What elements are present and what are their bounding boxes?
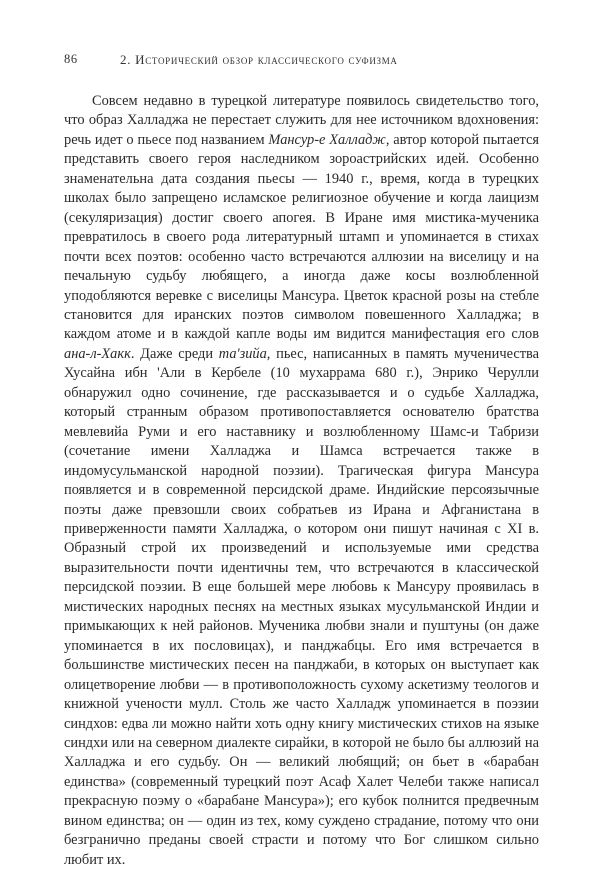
text-segment-4: пьес, написанных в память мученичества Хусайна ибн 'Али в Кербеле (10 мухаррама 680 г.), Энрико Черулли обнаружил одно сочинение, где рассказывается и о судьбе Халладжа, который странным образом противопоставляется основателю братства мевлевийа Руми и его наставнику и возлюбленному Шамс-и Табризи (сочетание имени Халладжа и Шамса встречается также в индомусульманской народной поэзии). Трагическая фигура Мансура появляется и в современной персидской драме. Индийские персоязычные поэты даже превзошли своих собратьев из Ирана и Афганистана в приверженности памяти Халладжа, о котором они пишут начиная с XI в. Образный строй их произведений и используемые ими средства выразительности почти идентичны тем, что встречаются в классической персидской поэзии. В еще большей мере любовь к Мансуру проявилась в мистических народных песнях на местных языках мусульманской Индии и примыкающих к ней районов. Мученика любви знали и пуштуны (он даже упоминается в их пословицах), и панджабцы. Его имя встречается в большинстве мистических песен на панджаби, в которых он выступает как олицетворение любви — в противоположность сухому аскетизму теологов и книжной учености мулл. Столь же часто Халладж упоминается в поэзии синдхов: едва ли можно найти хоть одну книгу мистических стихов на языке синдхи или на северном диалекте сирайки, в которой не было бы аллюзий на Халладжа и его судьбу. Он — великий любящий; он бьет в «барабан единства» (современный турецкий поэт Асаф Халет Челеби также написал прекрасную поэму о «барабане Мансура»); его кубок полнится предвечным вином единства; он — один из тех, кому суждено страдание, потому что они безгранично преданы своей страсти и потому что Бог слишком сильно любит их.: [64, 345, 539, 868]
chapter-title: 2. Исторический обзор классического суфизма: [120, 52, 398, 67]
italic-ana-l-haqq: ана-л-Хакк: [64, 345, 131, 362]
italic-play-title: Мансур-е Халладж: [268, 131, 386, 148]
italic-taziya: та'зийа,: [218, 345, 271, 362]
running-head: [64, 52, 544, 70]
body-paragraph: [64, 92, 539, 870]
text-segment-3: . Даже среди: [130, 345, 219, 362]
text-segment-1: Совсем недавно в турецкой литературе появилось свидетельство того, что образ Халладжа не перестает служить для нее источником вдохновения: речь идет о пьесе под названием: [64, 93, 539, 148]
text-segment-2: , автор которой пытается представить своего героя наследником зороастрийских идей. Особенно знаменательна дата создания пьесы — 1940 г., время, когда в турецких школах было запрещено исламское религиозное обучение и когда лаицизм (секуляризация) достиг своего апогея. В Иране имя мистика-мученика превратилось в своего рода литературный штамп и упоминается в стихах почти всех поэтов: особенно часто встречаются аллюзии на виселицу и на печальную судьбу любящего, а иногда даже косы возлюбленной уподобляются веревке с виселицы Мансура. Цветок красной розы на стебле становится для иранских поэтов символом повешенного Халладжа; в каждом атоме и в каждой капле воды им видится манифестация его слов: [64, 131, 540, 343]
page-number: 86: [64, 52, 78, 66]
